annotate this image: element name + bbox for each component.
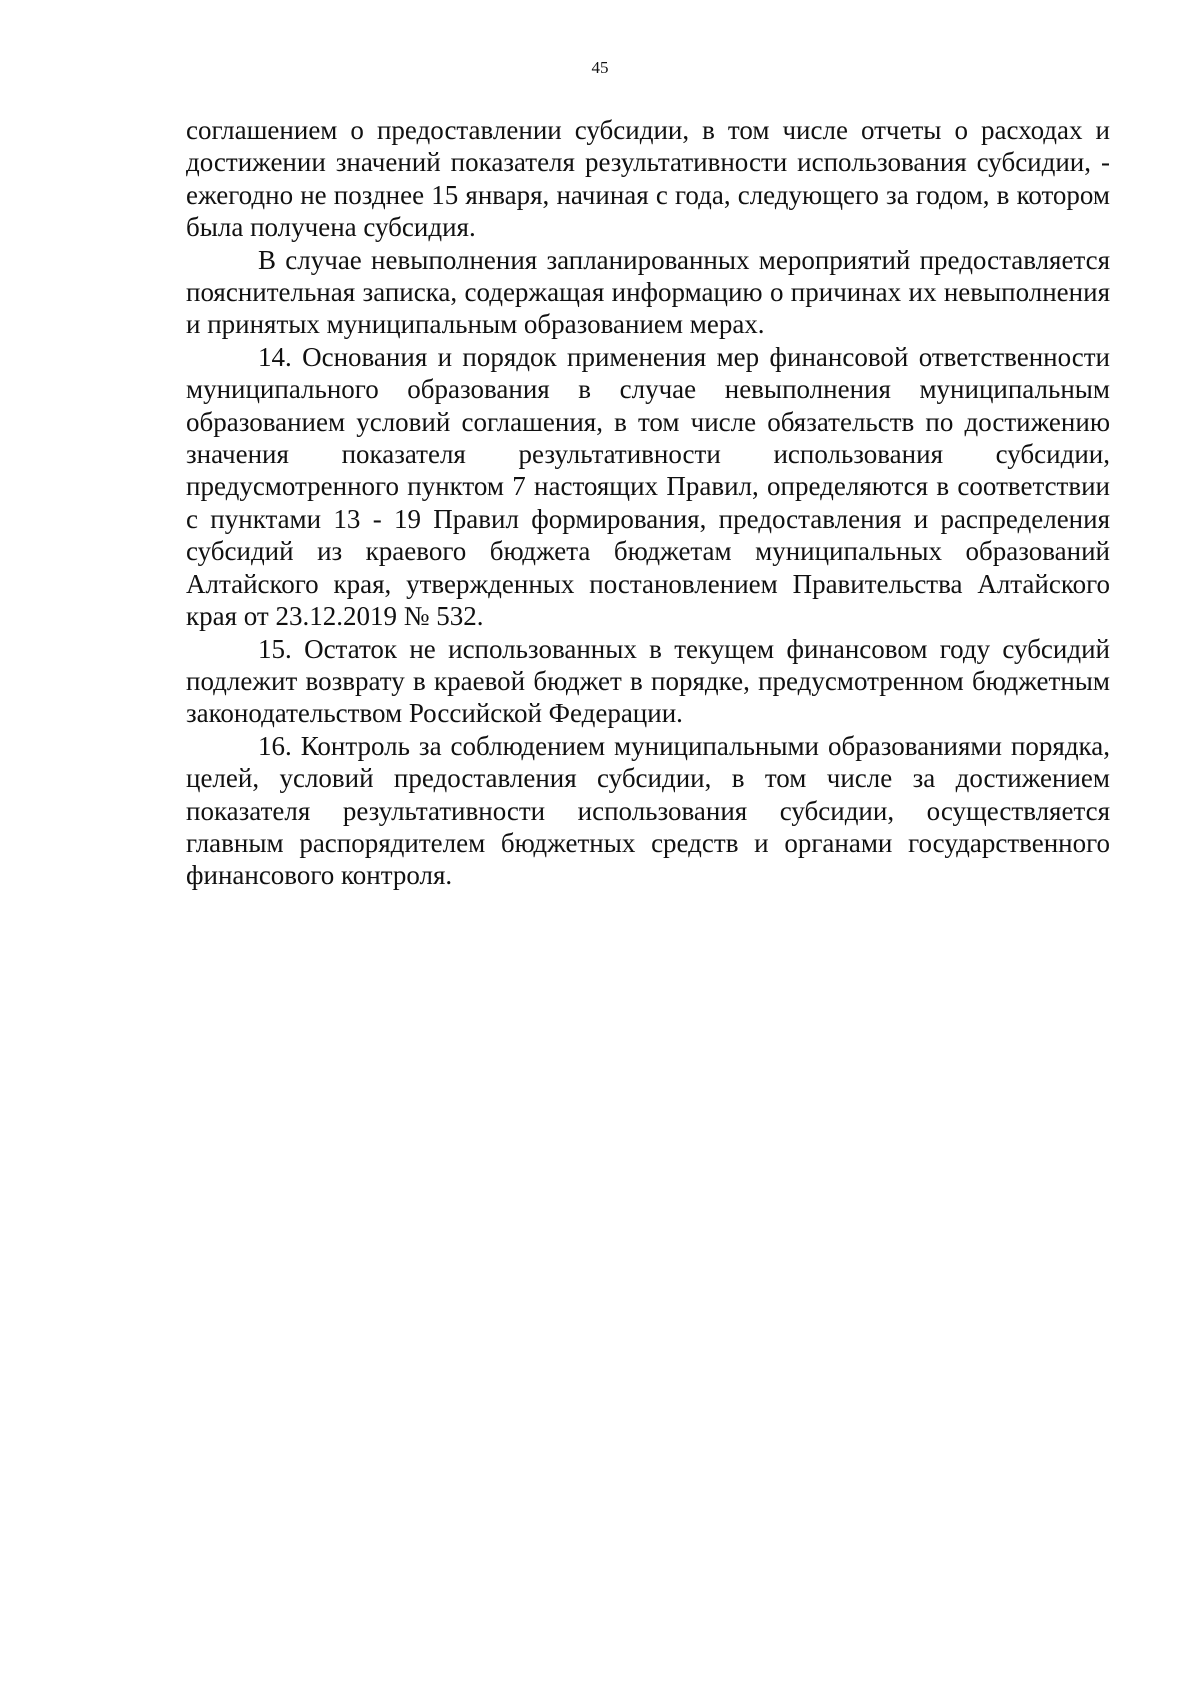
document-body	[186, 114, 1110, 892]
paragraph-continuation: соглашением о предоставлении субсидии, в том числе отчеты о расходах и достижении значений показателя результативности использования субсидии, - ежегодно не позднее 15 января, начиная с года, следующего за годом, в котором была получена субсидия.	[186, 115, 1110, 243]
paragraph-explanatory-note: В случае невыполнения запланированных мероприятий предоставляется пояснительная записка, содержащая информацию о причинах их невыполнения и принятых муниципальным образованием мерах.	[186, 244, 1110, 340]
paragraph-item-16: 16. Контроль за соблюдением муниципальными образованиями порядка, целей, условий предоставления субсидии, в том числе за достижением показателя результативности использования субсидии, осуществляется главным распорядителем бюджетных средств и органами государственного финансового контроля.	[186, 730, 1110, 891]
paragraph-item-14: 14. Основания и порядок применения мер финансовой ответственности муниципального образования в случае невыполнения муниципальным образованием условий соглашения, в том числе обязательств по достижению значения показателя результативности использования субсидии, предусмотренного пунктом 7 настоящих Правил, определяются в соответствии с пунктами 13 - 19 Правил формирования, предоставления и распределения субсидий из краевого бюджета бюджетам муниципальных образований Алтайского края, утвержденных постановлением Правительства Алтайского края от 23.12.2019 № 532.	[186, 341, 1110, 632]
page-number: 45	[591, 58, 609, 77]
paragraph-item-15: 15. Остаток не использованных в текущем финансовом году субсидий подлежит возврату в краевой бюджет в порядке, предусмотренном бюджетным законодательством Российской Федерации.	[186, 633, 1110, 729]
